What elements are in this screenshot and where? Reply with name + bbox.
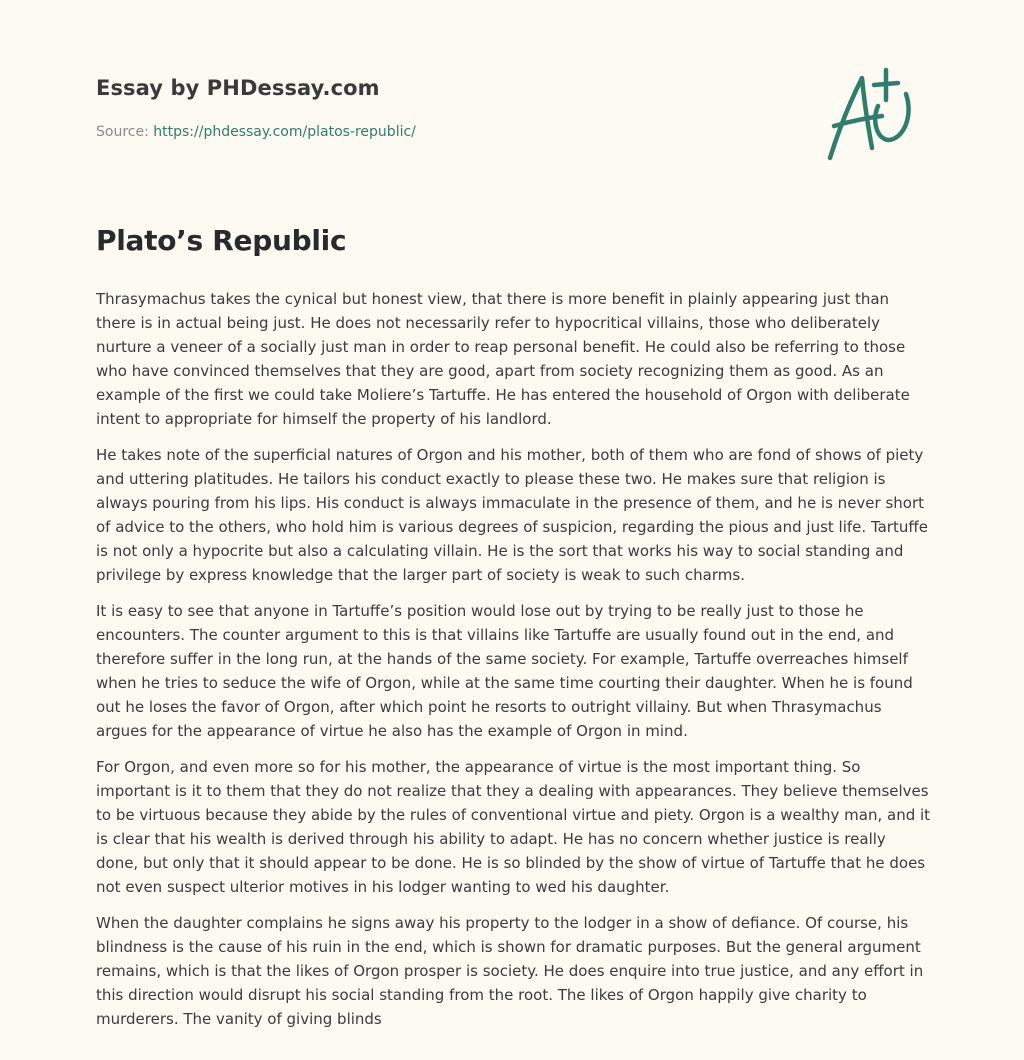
source-label: Source: [96, 124, 149, 140]
essay-body [96, 287, 932, 1043]
source-line [96, 124, 416, 140]
essay-paragraph: He takes note of the superficial natures of Orgon and his mother, both of them who are fond of shows of piety and uttering platitudes. He tailors his conduct exactly to please these two. He makes sure that religion is always pouring from his lips. His conduct is always immaculate in the presence of them, and he is never short of advice to the others, who hold him is various degrees of suspicion, regarding the pious and just life. Tartuffe is not only a hypocrite but also a calculating villain. He is the sort that works his way to social standing and privilege by express knowledge that the larger part of society is weak to such charms. [96, 446, 928, 584]
site-brand: Essay by PHDessay.com [96, 76, 380, 100]
a-plus-logo-icon [822, 66, 928, 166]
source-link[interactable]: https://phdessay.com/platos-republic/ [153, 124, 416, 140]
essay-title: Plato’s Republic [96, 224, 347, 257]
essay-paragraph: For Orgon, and even more so for his mother, the appearance of virtue is the most important thing. So important is it to them that they do not realize that they a dealing with appearances. They believe themselves to be virtuous because they abide by the rules of conventional virtue and piety. Orgon is a wealthy man, and it is clear that his wealth is derived through his ability to adapt. He has no concern whether justice is really done, but only that it should appear to be done. He is so blinded by the show of virtue of Tartuffe that he does not even suspect ulterior motives in his lodger wanting to wed his daughter. [96, 758, 931, 896]
essay-paragraph: It is easy to see that anyone in Tartuffe’s position would lose out by trying to be really just to those he encounters. The counter argument to this is that villains like Tartuffe are usually found out in the end, and therefore suffer in the long run, at the hands of the same society. For example, Tartuffe overreaches himself when he tries to seduce the wife of Orgon, while at the same time courting their daughter. When he is found out he loses the favor of Orgon, after which point he resorts to outright villainy. But when Thrasymachus argues for the appearance of virtue he also has the example of Orgon in mind. [96, 602, 913, 740]
essay-paragraph: Thrasymachus takes the cynical but honest view, that there is more benefit in plainly appearing just than there is in actual being just. He does not necessarily refer to hypocritical villains, those who deliberately nurture a veneer of a socially just man in order to reap personal benefit. He could also be referring to those who have convinced themselves that they are good, apart from society recognizing them as good. As an example of the first we could take Moliere’s Tartuffe. He has entered the household of Orgon with deliberate intent to appropriate for himself the property of his landlord. [96, 290, 910, 428]
essay-paragraph: When the daughter complains he signs away his property to the lodger in a show of defiance. Of course, his blindness is the cause of his ruin in the end, which is shown for dramatic purposes. But the general argument remains, which is that the likes of Orgon prosper is society. He does enquire into true justice, and any effort in this direction would disrupt his social standing from the root. The likes of Orgon happily give charity to murderers. The vanity of giving blinds [96, 914, 924, 1028]
